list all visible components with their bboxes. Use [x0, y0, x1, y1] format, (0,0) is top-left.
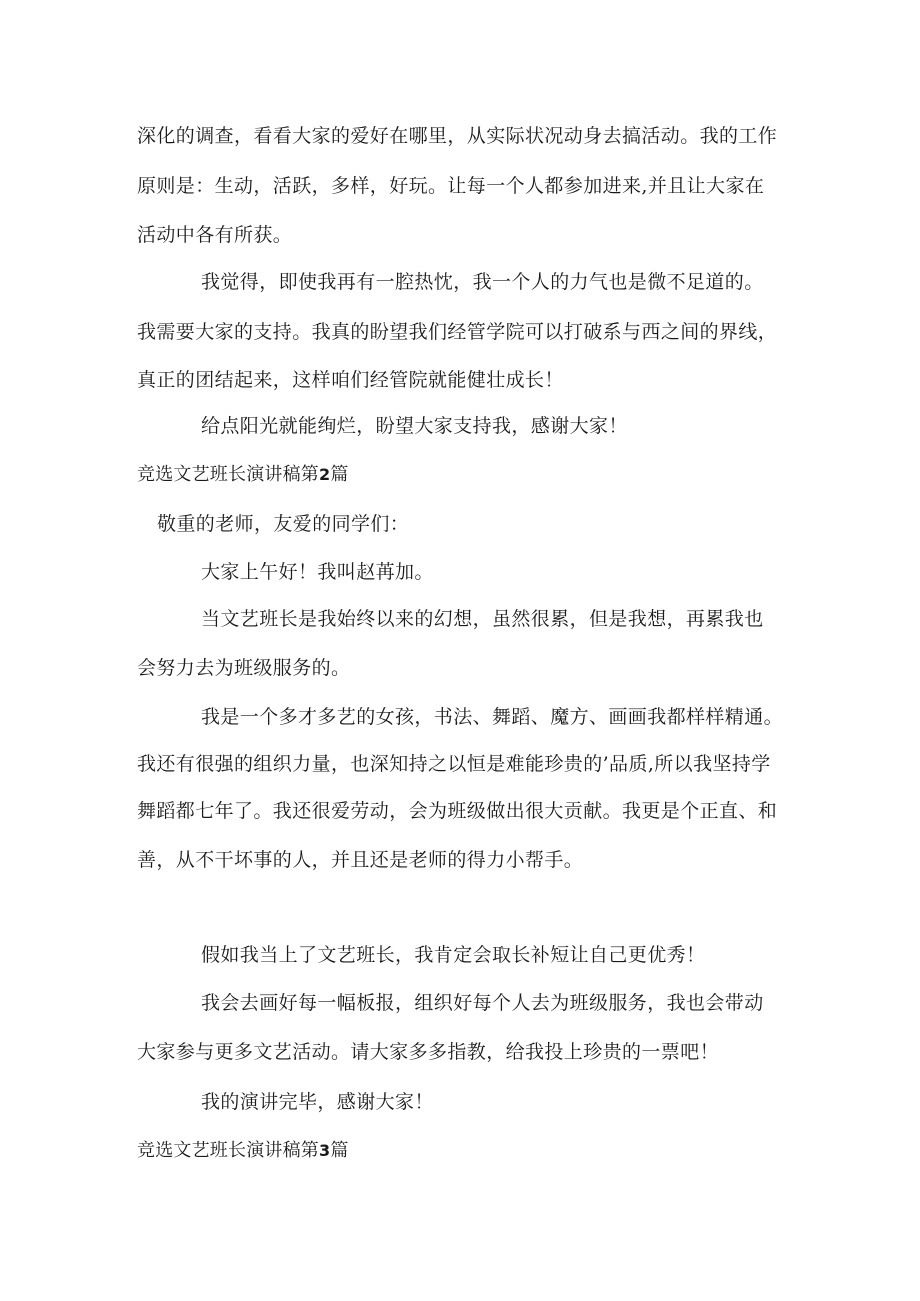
salutation-line: 敬重的老师，友爱的同学们： [157, 513, 410, 535]
paragraph-line: 我的演讲完毕，感谢大家！ [201, 1091, 434, 1113]
heading-number: 2 [319, 465, 331, 484]
heading-suffix: 篇 [330, 1140, 349, 1161]
paragraph-line: 假如我当上了文艺班长，我肯定会取长补短让自己更优秀！ [201, 944, 706, 966]
heading-suffix: 篇 [330, 464, 349, 485]
paragraph-line: 深化的调查，看看大家的爱好在哪里，从实际状况动身去搞活动。我的工作 [137, 125, 778, 147]
paragraph-line: 原则是：生动，活跃，多样，好玩。让每一个人都参加进来,并且让大家在 [137, 175, 765, 197]
section-heading [137, 1139, 349, 1163]
heading-number: 3 [319, 1141, 331, 1160]
section-heading [137, 463, 349, 487]
paragraph-line: 给点阳光就能绚烂，盼望大家支持我，感谢大家！ [201, 415, 628, 437]
paragraph-line: 当文艺班长是我始终以来的幻想，虽然很累，但是我想，再累我也 [201, 608, 764, 630]
paragraph-line: 大家参与更多文艺活动。请大家多多指教，给我投上珍贵的一票吧！ [137, 1041, 720, 1063]
paragraph-line: 会努力去为班级服务的。 [137, 657, 351, 679]
paragraph-line: 我还有很强的组织力量，也深知持之以恒是难能珍贵的’品质,所以我坚持学 [137, 753, 771, 775]
heading-text: 竞选文艺班长演讲稿第 [137, 1140, 319, 1161]
paragraph-line: 我是一个多才多艺的女孩，书法、舞蹈、魔方、画画我都样样精通。 [201, 706, 784, 728]
paragraph-line: 我需要大家的支持。我真的盼望我们经管学院可以打破系与西之间的界线， [137, 321, 778, 343]
paragraph-line: 我会去画好每一幅板报，组织好每个人去为班级服务，我也会带动 [201, 992, 764, 1014]
paragraph-line: 善，从不干坏事的人，并且还是老师的得力小帮手。 [137, 849, 584, 871]
paragraph-line: 舞蹈都七年了。我还很爱劳动，会为班级做出很大贡献。我更是个正直、和 [137, 800, 778, 822]
heading-text: 竞选文艺班长演讲稿第 [137, 464, 319, 485]
paragraph-line: 大家上午好！我叫赵苒加。 [201, 561, 434, 583]
paragraph-line: 活动中各有所获。 [137, 224, 293, 246]
paragraph-line: 我觉得，即使我再有一腔热忱，我一个人的力气也是微不足道的。 [201, 271, 764, 293]
paragraph-line: 真正的团结起来，这样咱们经管院就能健壮成长！ [137, 369, 564, 391]
